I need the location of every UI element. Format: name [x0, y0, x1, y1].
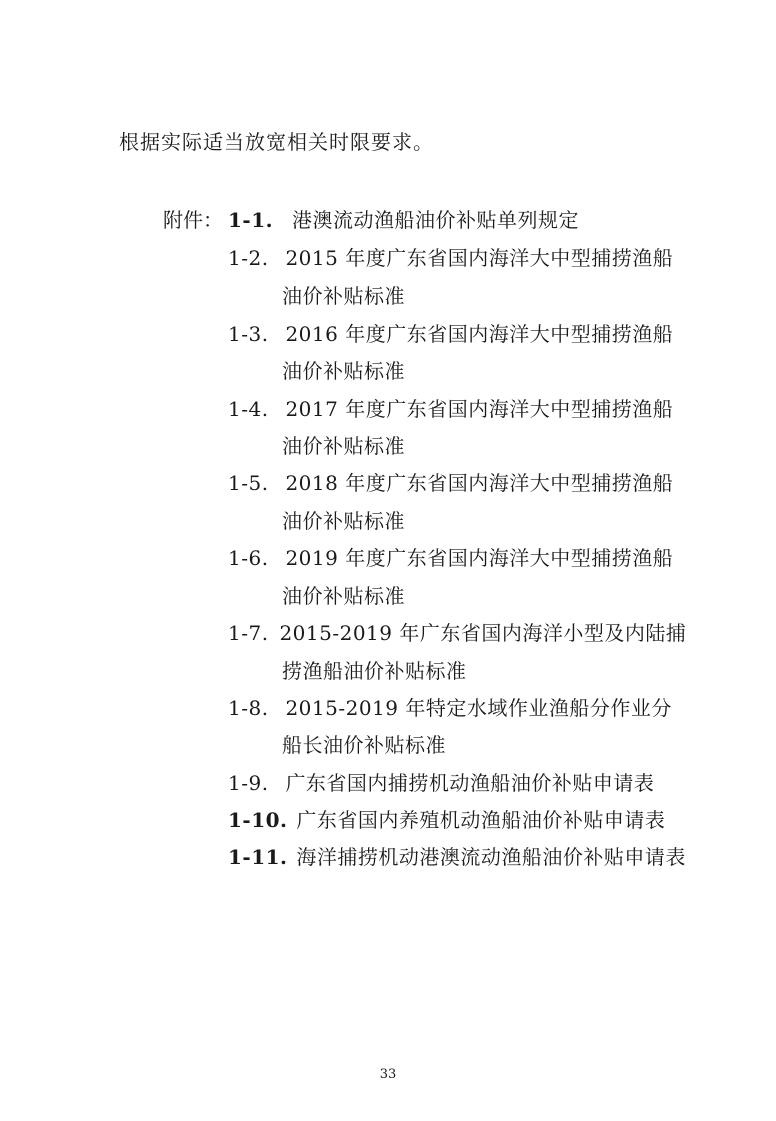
attachment-title: 2017 年度广东省国内海洋大中型捕捞渔船 — [285, 397, 674, 421]
attachment-number: 1-11. — [228, 845, 288, 869]
attachment-item — [228, 804, 665, 833]
attachment-number: 1-2. — [228, 246, 269, 270]
attachment-number: 1-10. — [228, 808, 288, 832]
attachment-title: 2018 年度广东省国内海洋大中型捕捞渔船 — [285, 471, 674, 495]
attachment-item — [228, 318, 673, 347]
intro-text: 根据实际适当放宽相关时限要求。 — [119, 130, 434, 154]
attachment-number: 1-1. — [228, 208, 274, 232]
attachment-item — [228, 242, 673, 271]
attachment-item — [228, 204, 579, 233]
attachment-number: 1-7. — [228, 621, 269, 645]
attachment-item — [228, 393, 673, 422]
attachment-label: 附件： — [163, 208, 223, 232]
attachment-item — [228, 841, 686, 870]
attachment-title: 广东省国内捕捞机动渔船油价补贴申请表 — [285, 771, 655, 795]
attachment-title: 2016 年度广东省国内海洋大中型捕捞渔船 — [285, 322, 674, 346]
attachment-title: 2015-2019 年广东省国内海洋小型及内陆捕 — [279, 621, 687, 645]
attachment-number: 1-3. — [228, 322, 269, 346]
attachment-title-continuation: 船长油价补贴标准 — [282, 733, 446, 757]
attachment-item — [228, 467, 673, 496]
attachment-item — [228, 542, 673, 571]
attachment-title-continuation: 油价补贴标准 — [282, 509, 405, 533]
attachment-title: 广东省国内养殖机动渔船油价补贴申请表 — [296, 808, 666, 832]
attachment-title: 港澳流动渔船油价补贴单列规定 — [291, 208, 579, 232]
attachment-item — [228, 767, 654, 796]
attachment-number: 1-8. — [228, 696, 269, 720]
attachment-title-continuation: 捞渔船油价补贴标准 — [282, 659, 467, 683]
attachment-number: 1-5. — [228, 471, 269, 495]
attachment-title: 2015-2019 年特定水域作业渔船分作业分 — [285, 696, 672, 720]
attachment-item — [228, 692, 672, 721]
attachment-title-continuation: 油价补贴标准 — [282, 434, 405, 458]
attachment-item — [228, 617, 686, 646]
attachment-title-continuation: 油价补贴标准 — [282, 584, 405, 608]
attachment-title-continuation: 油价补贴标准 — [282, 284, 405, 308]
page-number: 33 — [379, 1067, 397, 1082]
attachment-title: 海洋捕捞机动港澳流动渔船油价补贴申请表 — [296, 845, 686, 869]
attachment-number: 1-9. — [228, 771, 269, 795]
attachment-title: 2019 年度广东省国内海洋大中型捕捞渔船 — [285, 546, 674, 570]
attachment-title: 2015 年度广东省国内海洋大中型捕捞渔船 — [285, 246, 674, 270]
attachment-number: 1-4. — [228, 397, 269, 421]
attachment-title-continuation: 油价补贴标准 — [282, 359, 405, 383]
attachment-number: 1-6. — [228, 546, 269, 570]
